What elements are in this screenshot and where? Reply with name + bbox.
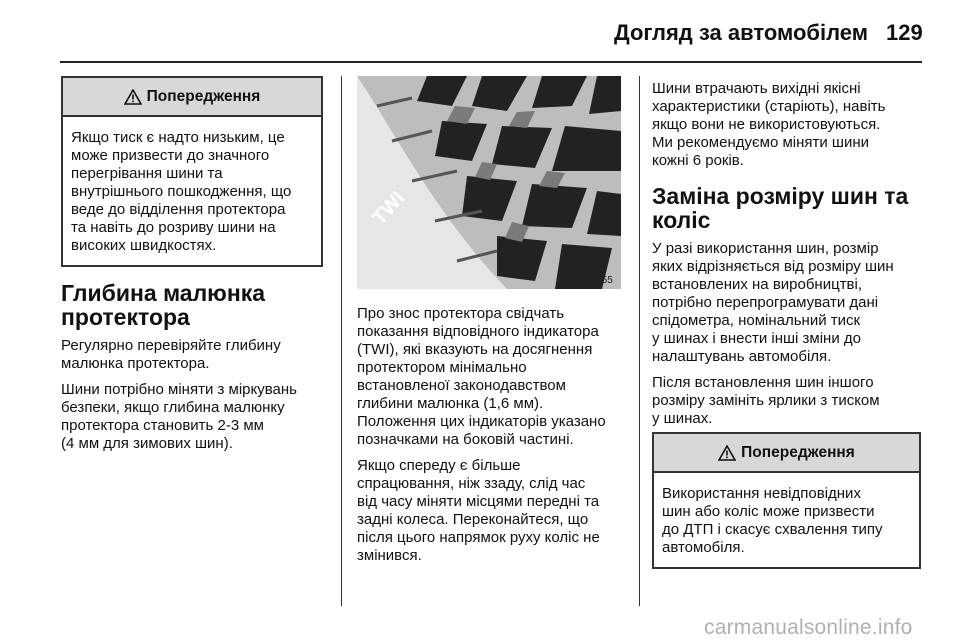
twi-label: TWI bbox=[368, 187, 410, 230]
paragraph bbox=[61, 381, 323, 453]
heading-line: протектора bbox=[61, 304, 190, 330]
warning-triangle-icon bbox=[124, 89, 142, 105]
warning-header bbox=[63, 78, 321, 117]
text-line: може призвести до значного bbox=[71, 147, 270, 164]
text-line: яких відрізняється від розміру шин bbox=[652, 258, 894, 275]
text-line: кожні 6 років. bbox=[652, 152, 744, 169]
heading-line: коліс bbox=[652, 207, 711, 233]
text-line: Використання невідповідних bbox=[662, 485, 861, 502]
warning-title: Попередження bbox=[741, 443, 855, 461]
warning-triangle-icon bbox=[718, 445, 736, 461]
tire-tread-illustration bbox=[357, 76, 621, 289]
text-line: якщо вони не використовуються. bbox=[652, 116, 881, 133]
header-rule bbox=[60, 61, 922, 63]
text-line: до ДТП і скасує схвалення типу bbox=[662, 521, 883, 538]
text-line: автомобіля. bbox=[662, 539, 745, 556]
text-line: (4 мм для зимових шин). bbox=[61, 435, 233, 452]
text-line: Про знос протектора свідчать bbox=[357, 305, 565, 322]
text-line: шин або коліс може призвести bbox=[662, 503, 875, 520]
text-line: від часу міняти місцями передні та bbox=[357, 493, 600, 510]
text-line: позначками на боковій частині. bbox=[357, 431, 574, 448]
text-line: Регулярно перевіряйте глибину bbox=[61, 337, 281, 354]
text-line: веде до відділення протектора bbox=[71, 201, 286, 218]
paragraph bbox=[61, 337, 323, 373]
watermark: carmanualsonline.info bbox=[704, 616, 913, 639]
paragraph bbox=[652, 240, 920, 366]
text-line: та навіть до розриву шини на bbox=[71, 219, 276, 236]
text-line: (TWI), які вказують на досягнення bbox=[357, 341, 593, 358]
text-line: потрібно перепрограмувати дані bbox=[652, 294, 879, 311]
text-line: задні колеса. Переконайтеся, що bbox=[357, 511, 589, 528]
warning-text bbox=[654, 473, 919, 567]
left-column bbox=[61, 76, 323, 461]
warning-text bbox=[63, 117, 321, 265]
text-line: змінився. bbox=[357, 547, 422, 564]
paragraph bbox=[652, 80, 920, 170]
paragraph bbox=[357, 305, 627, 449]
text-line: встановлених на виробництві, bbox=[652, 276, 863, 293]
heading-line: Глибина малюнка bbox=[61, 280, 266, 306]
text-line: показання відповідного індикатора bbox=[357, 323, 599, 340]
text-line: встановленої законодавством bbox=[357, 377, 566, 394]
text-line: безпеки, якщо глибина малюнку bbox=[61, 399, 285, 416]
section-heading bbox=[61, 281, 323, 329]
text-line: Якщо спереду є більше bbox=[357, 457, 521, 474]
text-line: Якщо тиск є надто низьким, це bbox=[71, 129, 285, 146]
text-line: внутрішнього пошкодження, що bbox=[71, 183, 292, 200]
column-divider bbox=[341, 76, 342, 606]
text-line: протектора становить 2-3 мм bbox=[61, 417, 264, 434]
text-line: у шинах і внести інші зміни до bbox=[652, 330, 861, 347]
text-line: малюнка протектора. bbox=[61, 355, 210, 372]
text-line: після цього напрямок руху коліс не bbox=[357, 529, 600, 546]
text-line: характеристики (старіють), навіть bbox=[652, 98, 886, 115]
column-divider bbox=[639, 76, 640, 606]
text-line: Шини потрібно міняти з міркувань bbox=[61, 381, 297, 398]
text-line: спрацювання, ніж ззаду, слід час bbox=[357, 475, 586, 492]
text-line: протектором мінімально bbox=[357, 359, 527, 376]
middle-column bbox=[357, 305, 627, 573]
page-header-title: Догляд за автомобілем bbox=[614, 20, 869, 45]
text-line: У разі використання шин, розмір bbox=[652, 240, 879, 257]
tire-tread-icon bbox=[357, 76, 621, 289]
warning-box bbox=[652, 432, 921, 569]
text-line: глибини малюнка (1,6 мм). bbox=[357, 395, 544, 412]
image-code: 30055 bbox=[585, 275, 613, 286]
heading-line: Заміна розміру шин та bbox=[652, 183, 909, 209]
right-column bbox=[652, 80, 920, 436]
section-heading bbox=[652, 184, 920, 232]
warning-header bbox=[654, 434, 919, 473]
text-line: Положення цих індикаторів указано bbox=[357, 413, 606, 430]
text-line: Після встановлення шин іншого bbox=[652, 374, 874, 391]
text-line: налаштувань автомобіля. bbox=[652, 348, 832, 365]
paragraph bbox=[652, 374, 920, 428]
page-number: 129 bbox=[886, 20, 923, 45]
warning-box bbox=[61, 76, 323, 267]
text-line: у шинах. bbox=[652, 410, 713, 427]
text-line: високих швидкостях. bbox=[71, 237, 217, 254]
text-line: перегрівання шини та bbox=[71, 165, 223, 182]
text-line: спідометра, номінальний тиск bbox=[652, 312, 861, 329]
text-line: Шини втрачають вихідні якісні bbox=[652, 80, 861, 97]
text-line: Ми рекомендуємо міняти шини bbox=[652, 134, 870, 151]
paragraph bbox=[357, 457, 627, 565]
text-line: розміру замініть ярлики з тиском bbox=[652, 392, 880, 409]
warning-title: Попередження bbox=[146, 87, 261, 105]
